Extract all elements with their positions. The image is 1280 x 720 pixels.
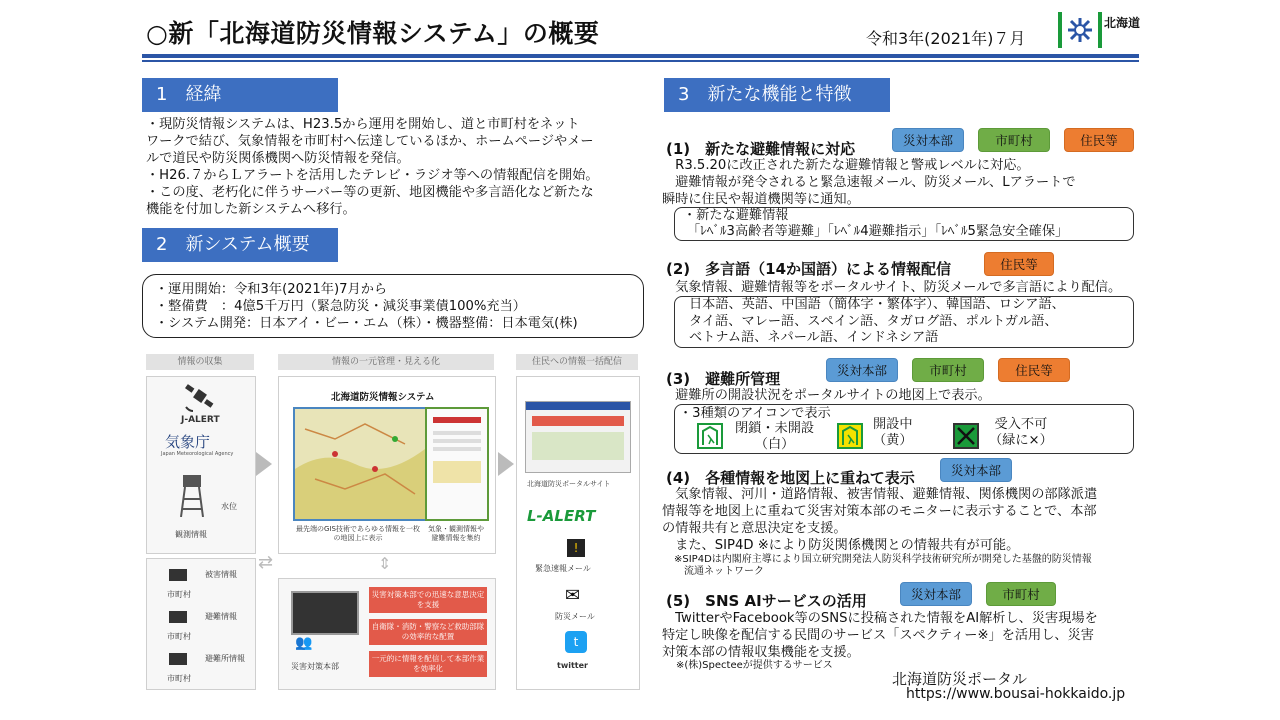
feature1-line: 瞬時に住民や報道機関等に通知。 — [662, 192, 860, 207]
section2-line: ・整備費 ：4億5千万円（緊急防災・減災事業債100%充当） — [155, 299, 526, 314]
section2-line: ・運用開始：令和3年(2021年)7月から — [155, 282, 388, 297]
hq-label: 災害対策本部 — [291, 662, 339, 671]
municipality-label: 市町村 — [167, 674, 191, 683]
gis-caption: 最先端のGIS技術であらゆる情報を一枚の地図上に表示 — [296, 525, 420, 542]
portal-name: 北海道防災ポータル — [892, 670, 1028, 688]
page-title: ○新「北海道防災情報システム」の概要 — [146, 19, 600, 48]
feature4-text — [662, 486, 1097, 554]
feature2-language-box — [674, 296, 1134, 348]
diagram-col3-distribution — [516, 376, 640, 690]
diagram-col3-header: 住民への情報一括配信 — [516, 354, 638, 370]
feature4-title: (4) 各種情報を地図上に重ねて表示 — [666, 469, 915, 487]
shelter-closed-icon — [697, 423, 723, 449]
person-computer-icon — [169, 611, 187, 623]
shelter-closed-label — [735, 421, 814, 453]
feature4-line: また、SIP4D ※により防災関係機関との情報共有が可能。 — [662, 538, 1020, 553]
feature1-line: R3.5.20に改正された新たな避難情報と警戒レベルに対応。 — [662, 158, 1030, 173]
mail-envelope-icon: ✉ — [565, 585, 581, 606]
hokkaido-logo — [1058, 12, 1141, 48]
disaster-mail-label: 防災メール — [555, 612, 595, 621]
feature1-title: (1) 新たな避難情報に対応 — [666, 140, 856, 158]
meeting-people-icon: 👥 — [295, 635, 313, 651]
hq-benefit-2: 自衛隊・消防・警察など救助部隊の効率的な配置 — [369, 619, 487, 645]
twitter-icon: t — [565, 631, 587, 653]
section1-text — [146, 116, 599, 218]
monitor-icon — [291, 591, 359, 635]
feature5-line: 対策本部の情報収集機能を支援。 — [662, 645, 860, 660]
language-line: ベトナム語、ネパール語、インドネシア語 — [689, 330, 939, 345]
feature5-title: (5) SNS AIサービスの活用 — [666, 592, 867, 610]
diagram-col2-hq — [278, 578, 496, 690]
section2-line: ・システム開発：日本アイ・ビー・エム（株）・機器整備：日本電気(株) — [155, 316, 578, 331]
shelter-full-label-2: （緑に×） — [989, 433, 1053, 448]
portal-screenshot — [525, 401, 631, 473]
hq-benefit-3: 一元的に情報を配信して本部作業を効率化 — [369, 651, 487, 677]
water-level-label: 水位 — [221, 502, 237, 511]
hokkaido-emblem-icon — [1058, 12, 1102, 48]
observation-tower-icon — [177, 473, 207, 521]
diagram-col1-municipalities — [146, 558, 256, 690]
feature2-title: (2) 多言語（14か国語）による情報配信 — [666, 260, 952, 278]
lalert-logo: L-ALERT — [527, 507, 596, 525]
arrow-diagonal-icon: ⇄ — [258, 552, 274, 573]
feature1-text — [662, 157, 1076, 208]
feature5-note: ※(株)Specteeが提供するサービス — [676, 660, 833, 671]
evacuation-info-label: 避難情報 — [205, 612, 237, 621]
section2-heading: 2 新システム概要 — [142, 228, 338, 262]
arrow-right-icon — [256, 452, 272, 476]
language-line: タイ語、マレー語、スペイン語、タガログ語、ポルトガル語、 — [689, 313, 1058, 329]
municipality-label: 市町村 — [167, 632, 191, 641]
section1-line: ワークで結び、気象情報を市町村へ伝達しているほか、ホームページやメー — [146, 134, 594, 149]
emergency-mail-label: 緊急速報メール — [535, 564, 591, 573]
section1-line: ・現防災情報システムは、H23.5から運用を開始し、道と市町村をネット — [146, 117, 580, 132]
tag-residents: 住民等 — [984, 252, 1054, 276]
section3-heading: 3 新たな機能と特徴 — [664, 78, 890, 112]
feature1-box-line: 「ﾚﾍﾞﾙ3高齢者等避難」「ﾚﾍﾞﾙ4避難指示」「ﾚﾍﾞﾙ5緊急安全確保」 — [687, 224, 1069, 239]
shelter-open-label — [873, 417, 913, 449]
feature1-box — [674, 207, 1134, 241]
feature1-line: 避難情報が発令されると緊急速報メール、防災メール、Lアラートで — [662, 175, 1076, 190]
feature4-note: 流通ネットワーク — [674, 566, 764, 577]
shelter-info-label: 避難所情報 — [205, 654, 245, 663]
shelter-full-label-1: 受入不可 — [994, 417, 1048, 432]
tag-municipality: 市町村 — [978, 128, 1050, 152]
logo-text: 北海道 — [1104, 16, 1141, 30]
feature5-text — [662, 610, 1098, 661]
arrow-right-icon — [498, 452, 514, 476]
section1-line: ・H26.７からＬアラートを活用したテレビ・ラジオ等への情報配信を開始。 — [146, 168, 599, 183]
feature4-line: の情報共有と意思決定を支援。 — [662, 521, 847, 536]
header-rule — [142, 54, 1139, 58]
feature5-line: 特定し映像を配信する民間のサービス「スペクティー※」を活用し、災害 — [662, 628, 1094, 643]
diagram-col2-system — [278, 376, 496, 554]
jma-english: Japan Meteorological Agency — [161, 451, 234, 457]
satellite-icon — [183, 383, 217, 417]
tag-municipality: 市町村 — [986, 582, 1056, 606]
shelter-open-label-1: 開設中 — [873, 417, 913, 432]
damage-info-label: 被害情報 — [205, 570, 237, 579]
tag-hq: 災対本部 — [900, 582, 972, 606]
section1-line: ・この度、老朽化に伴うサーバー等の更新、地図機能や多言語化など新たな — [146, 185, 594, 200]
section2-box — [142, 274, 644, 338]
section1-heading: 1 経緯 — [142, 78, 338, 112]
feature2-line: 気象情報、避難情報等をポータルサイト、防災メールで多言語により配信。 — [662, 280, 1122, 295]
weather-info-screen — [425, 407, 489, 521]
jalert-label: J-ALERT — [181, 415, 220, 425]
feature1-box-line: ・新たな避難情報 — [683, 208, 789, 223]
section1-line: 機能を付加した新システムへ移行。 — [146, 202, 356, 217]
tag-hq: 災対本部 — [826, 358, 898, 382]
tag-residents: 住民等 — [1064, 128, 1134, 152]
shelter-closed-label-2: （白） — [754, 437, 795, 452]
icon-box-title: ・3種類のアイコンで表示 — [679, 406, 831, 421]
shelter-closed-label-1: 閉鎖・未開設 — [735, 421, 815, 436]
weather-caption: 気象・観測情報や避難情報を集約 — [428, 525, 484, 542]
jma-logo: 気象庁 — [165, 433, 211, 451]
observation-info-label: 観測情報 — [175, 530, 207, 539]
twitter-label: twitter — [557, 661, 588, 670]
feature4-notes — [674, 554, 1092, 578]
system-diagram — [142, 352, 644, 690]
shelter-full-icon — [953, 423, 979, 449]
diagram-col2-header: 情報の一元管理・見える化 — [278, 354, 494, 370]
shelter-open-label-2: （黄） — [873, 433, 913, 448]
diagram-col1-header: 情報の収集 — [146, 354, 254, 370]
tag-hq: 災対本部 — [892, 128, 964, 152]
tag-residents: 住民等 — [998, 358, 1070, 382]
feature4-note: ※SIP4Dは内閣府主導により国立研究開発法人防災科学技術研究所が開発した基盤的防災情報 — [674, 554, 1092, 565]
shelter-full-label — [989, 417, 1053, 449]
tag-hq: 災対本部 — [940, 458, 1012, 482]
arrow-updown-icon: ⇕ — [378, 554, 392, 573]
person-computer-icon — [169, 653, 187, 665]
section1-line: ルで道民や防災関係機関へ防災情報を発信。 — [146, 151, 410, 166]
feature4-line: 情報等を地図上に重ねて災害対策本部のモニターに表示することで、本部 — [662, 504, 1097, 519]
feature3-title: (3) 避難所管理 — [666, 370, 781, 388]
system-title-label: 北海道防災情報システム — [331, 392, 435, 403]
publication-date: 令和3年(2021年)７月 — [866, 29, 1026, 48]
gis-map-screen — [293, 407, 427, 521]
shelter-open-icon — [837, 423, 863, 449]
feature3-line: 避難所の開設状況をポータルサイトの地図上で表示。 — [662, 388, 991, 403]
municipality-label: 市町村 — [167, 590, 191, 599]
portal-site-label: 北海道防災ポータルサイト — [527, 480, 611, 488]
hq-benefit-1: 災害対策本部での迅速な意思決定を支援 — [369, 587, 487, 613]
language-line: 日本語、英語、中国語（簡体字・繁体字）、韓国語、ロシア語、 — [689, 297, 1065, 312]
person-computer-icon — [169, 569, 187, 581]
tag-municipality: 市町村 — [912, 358, 984, 382]
header-rule-thin — [142, 60, 1139, 62]
portal-url-link[interactable]: https://www.bousai-hokkaido.jp — [906, 686, 1126, 702]
feature5-line: TwitterやFacebook等のSNSに投稿された情報をAI解析し、災害現場を — [662, 611, 1098, 626]
diagram-col1-sources — [146, 376, 256, 554]
feature3-icon-box — [674, 404, 1134, 454]
feature4-line: 気象情報、河川・道路情報、被害情報、避難情報、関係機関の部隊派遣 — [662, 487, 1098, 502]
emergency-alert-icon: ! — [567, 539, 585, 557]
